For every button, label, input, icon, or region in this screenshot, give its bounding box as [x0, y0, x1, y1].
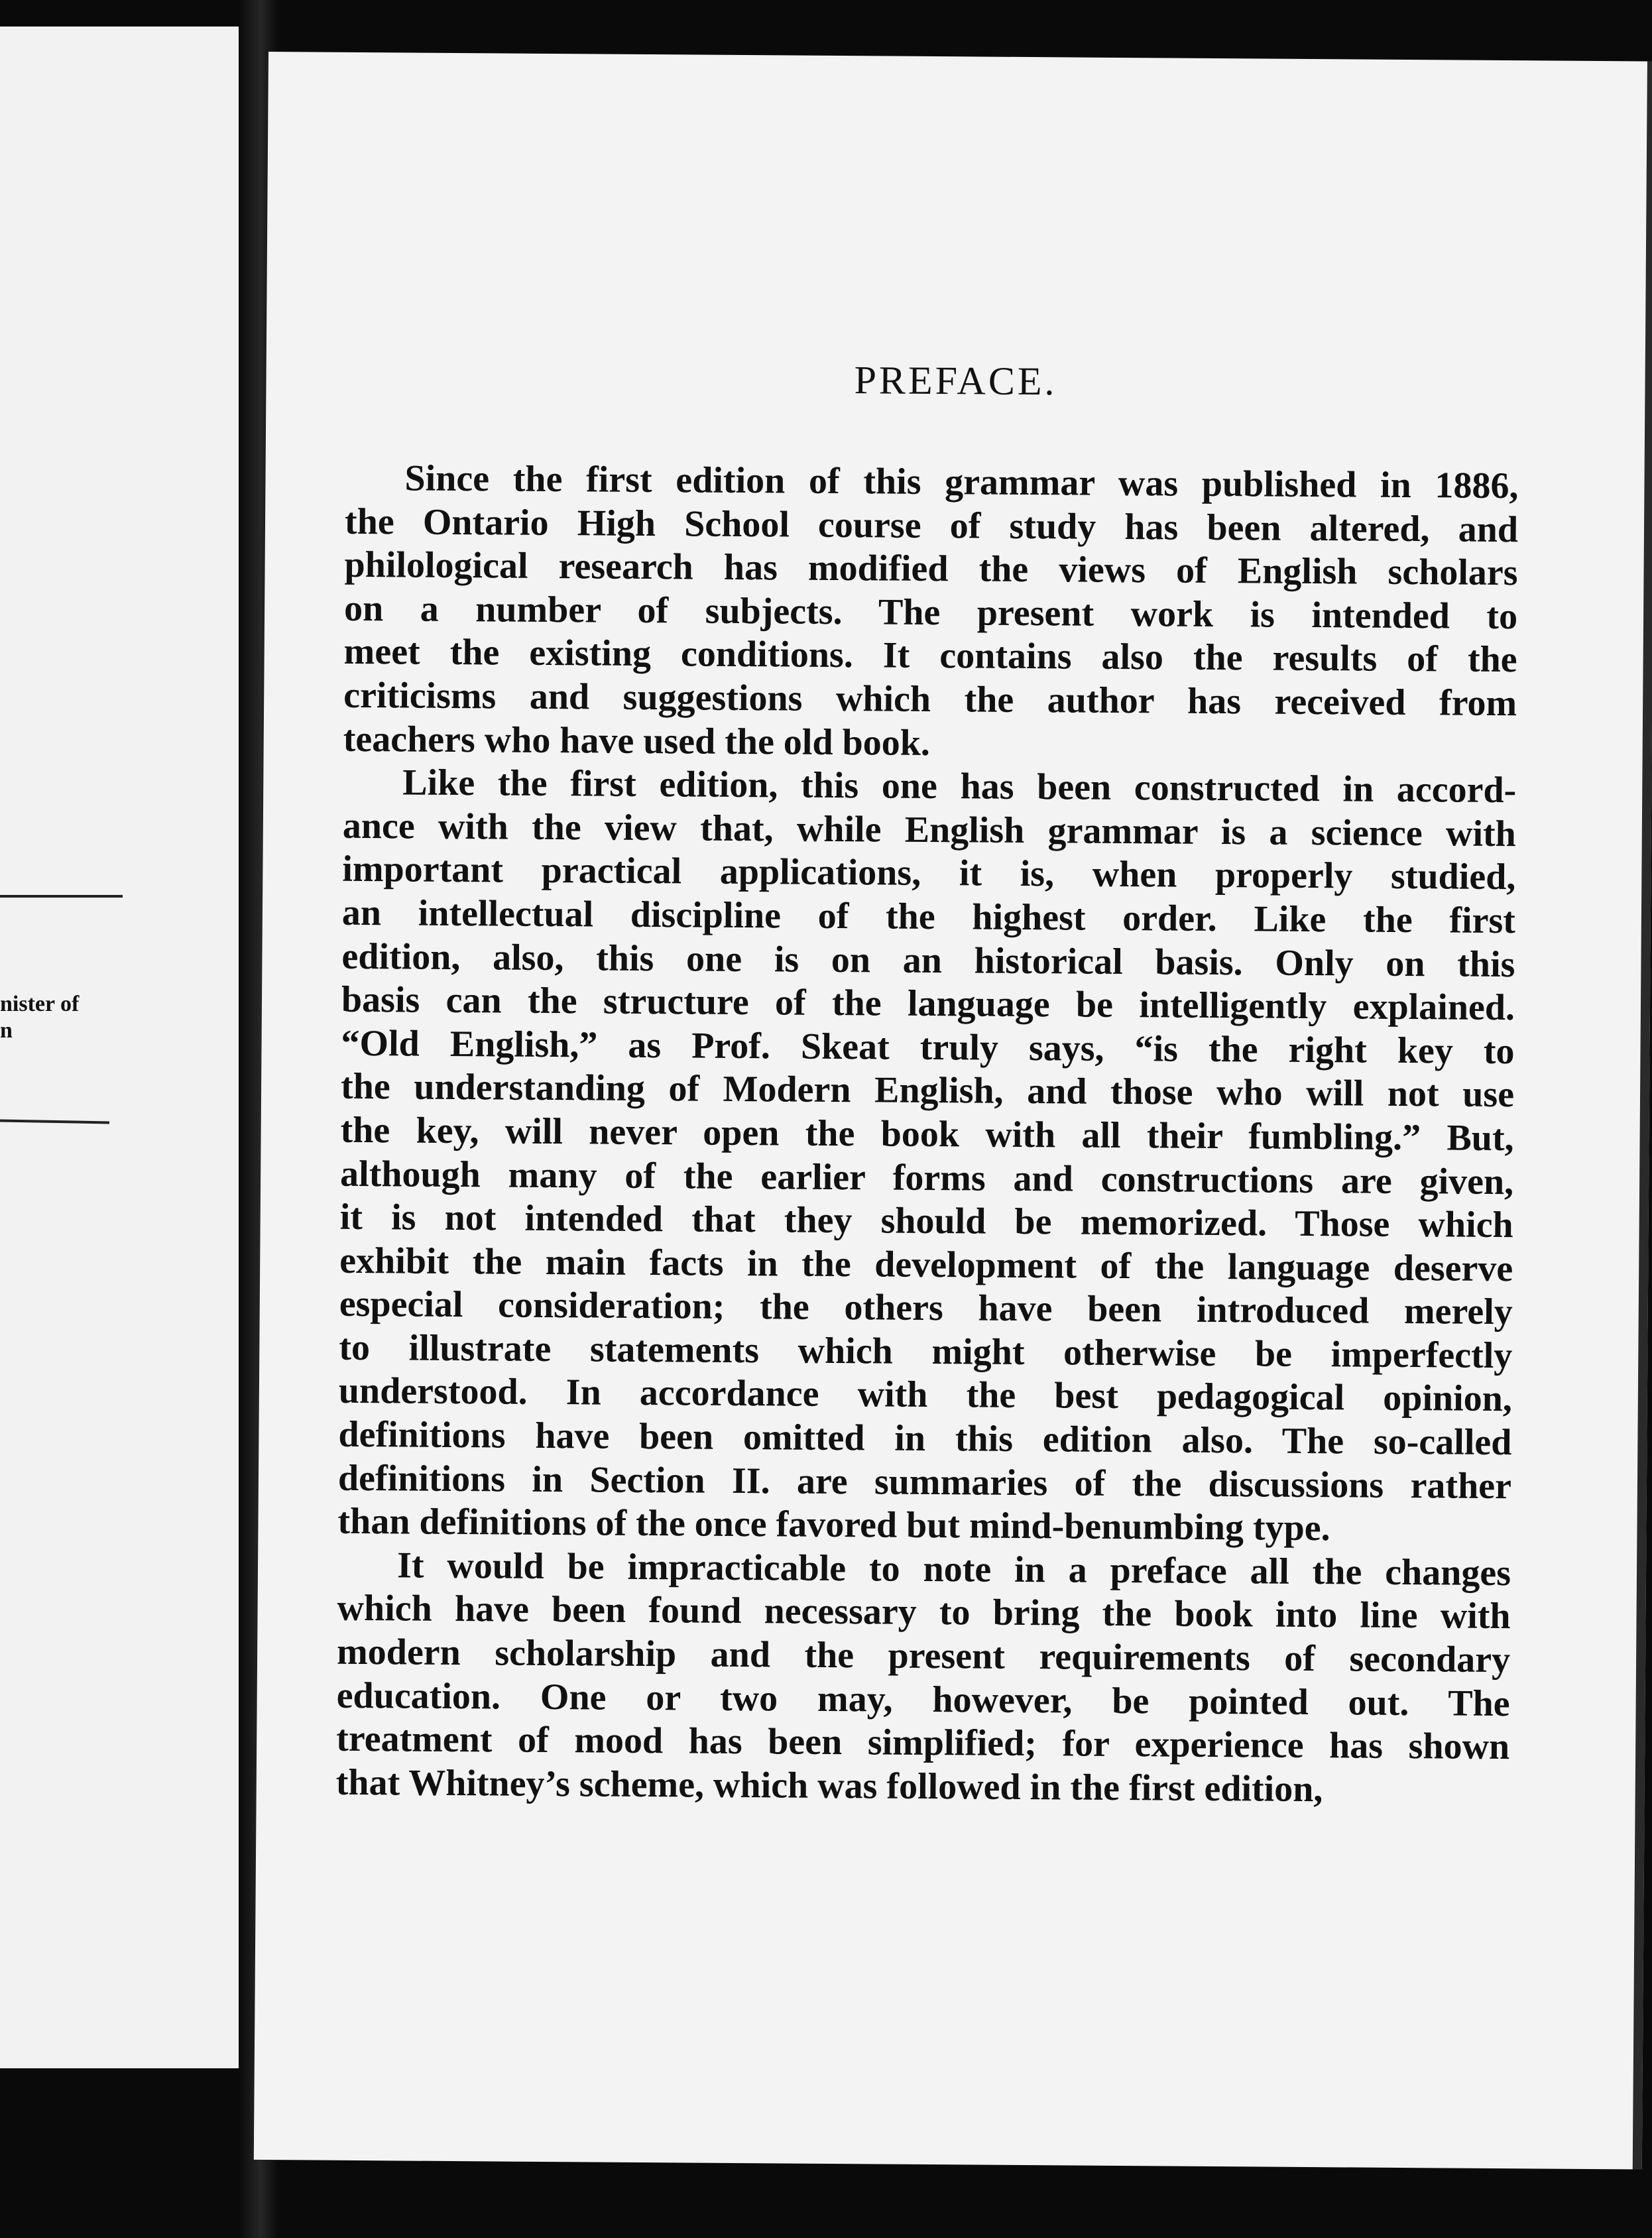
text-line: important practical applications, it is, when properly studied,: [342, 849, 1516, 898]
left-page-fragment-line: n: [0, 1018, 13, 1043]
preface-body: [336, 457, 1519, 1813]
text-line: especial consideration; the others have been introduced merely: [339, 1283, 1513, 1333]
paragraph: [343, 457, 1519, 770]
text-line: exhibit the main facts in the development of the language deserve: [339, 1240, 1513, 1289]
right-page: [254, 52, 1652, 2170]
text-line: the key, will never open the book with all their fumbling.” But,: [340, 1109, 1514, 1159]
text-line: to illustrate statements which might otherwise be imperfectly: [339, 1326, 1513, 1377]
page-title: PREFACE.: [854, 358, 1057, 404]
text-line: Like the first edition, this one has been constructed in accord-: [402, 762, 1517, 811]
text-line: It would be impracticable to note in a preface all the changes: [396, 1545, 1511, 1594]
text-line: it is not intended that they should be memorized. Those which: [339, 1196, 1513, 1246]
text-line: definitions have been omitted in this edition also. The so-called: [338, 1413, 1512, 1464]
text-line: philological research has modified the views of English scholars: [344, 544, 1518, 594]
paragraph: [336, 1544, 1511, 1813]
left-page-rule-bottom: [0, 1120, 109, 1124]
text-line: the Ontario High School course of study has been altered, and: [344, 501, 1519, 550]
text-line: Since the first edition of this grammar was published in 1886,: [404, 457, 1519, 507]
text-line: understood. In accordance with the best pedagogical opinion,: [338, 1370, 1513, 1420]
text-line: which have been found necessary to bring the book into line with: [337, 1588, 1511, 1637]
text-line: on a number of subjects. The present work is intended to: [343, 587, 1518, 637]
text-line: than definitions of the once favored but mind-benumbing type.: [337, 1501, 1330, 1549]
text-line: “Old English,” as Prof. Skeat truly says, “is the right key to: [341, 1022, 1515, 1072]
paragraph: [337, 761, 1516, 1552]
text-line: meet the existing conditions. It contains also the results of the: [343, 631, 1517, 681]
text-line: treatment of mood has been simplified; for experience has shown: [336, 1718, 1510, 1768]
left-page-fragment-line: nister of: [0, 992, 80, 1016]
text-line: although many of the earlier forms and constructions are given,: [339, 1153, 1514, 1203]
text-line: an intellectual discipline of the highest order. Like the first: [341, 892, 1516, 942]
text-line: modern scholarship and the present requirements of secondary: [336, 1631, 1511, 1681]
text-line: criticisms and suggestions which the author has received from: [343, 674, 1517, 725]
text-line: basis can the structure of the language be intelligently explained.: [341, 978, 1515, 1029]
text-line: that Whitney’s scheme, which was followed in the first edition,: [335, 1761, 1323, 1810]
text-line: teachers who have used the old book.: [343, 718, 931, 764]
text-line: education. One or two may, however, be pointed out. The: [336, 1675, 1510, 1724]
left-page-rule-top: [0, 895, 123, 898]
text-line: definitions in Section II. are summaries of the discussions rather: [337, 1457, 1512, 1507]
text-line: ance with the view that, while English grammar is a science with: [342, 805, 1517, 854]
left-page-text-fragment: [0, 991, 113, 1044]
text-line: the understanding of Modern English, and those who will not use: [340, 1066, 1515, 1116]
left-facing-page: [0, 27, 239, 2068]
text-line: edition, also, this one is on an historical basis. Only on this: [341, 935, 1515, 985]
